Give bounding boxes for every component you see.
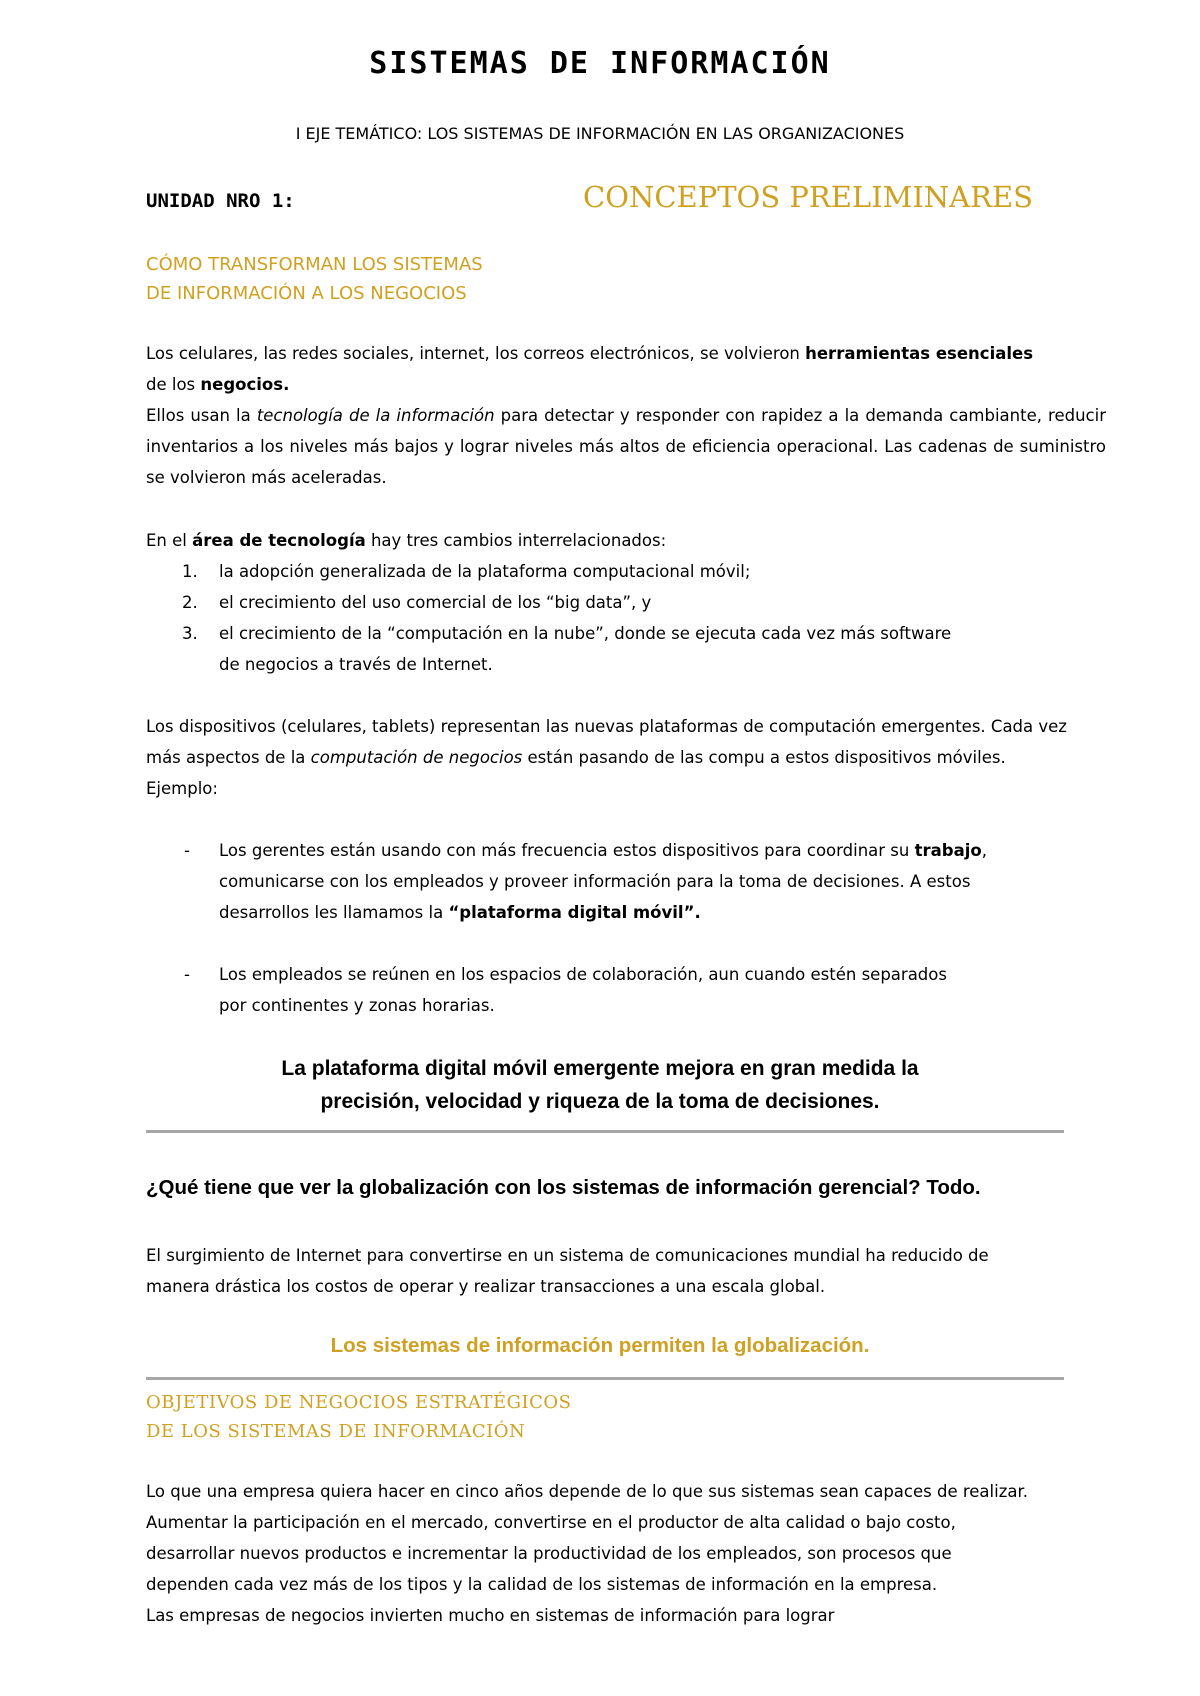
bold-text: área de tecnología	[192, 531, 366, 550]
section-heading-line: DE LOS SISTEMAS DE INFORMACIÓN	[146, 1421, 526, 1442]
bullet-dash: -	[184, 965, 190, 984]
bold-text: negocios	[200, 375, 284, 394]
section-heading	[146, 1388, 572, 1446]
text-line: Ejemplo:	[146, 779, 218, 798]
text-span: Ellos usan la	[146, 406, 257, 425]
text-line: comunicarse con los empleados y proveer información para la toma de decisiones. A estos	[219, 872, 971, 891]
section-question: ¿Qué tiene que ver la globalización con los sistemas de información gerencial? Todo.	[146, 1176, 981, 1199]
text-line: El surgimiento de Internet para convertirse en un sistema de comunicaciones mundial ha reducido de	[146, 1246, 989, 1265]
text-span: .	[283, 375, 290, 394]
text-span: para detectar y responder con rapidez a la demanda cambiante, reducir inventarios a los niveles más bajos y lograr niveles más altos de eficiencia operacional. Las cadenas de suministro se volvieron más aceleradas.	[146, 406, 1107, 487]
text-span: hay tres cambios interrelacionados:	[365, 531, 667, 550]
text-line: desarrollar nuevos productos e incrementar la productividad de los empleados, son procesos que	[146, 1544, 952, 1563]
paragraph	[146, 525, 1106, 556]
unit-title: CONCEPTOS PRELIMINARES	[583, 180, 1033, 214]
text-span: de los	[146, 375, 201, 394]
list-text: de negocios a través de Internet.	[219, 655, 493, 674]
callout	[0, 1052, 1200, 1118]
thematic-axis: I EJE TEMÁTICO: LOS SISTEMAS DE INFORMACIÓN EN LAS ORGANIZACIONES	[295, 124, 905, 143]
text-line: dependen cada vez más de los tipos y la calidad de los sistemas de información en la empresa.	[146, 1575, 938, 1594]
gold-callout: Los sistemas de información permiten la globalización.	[330, 1334, 870, 1357]
section-heading-line: CÓMO TRANSFORMAN LOS SISTEMAS	[146, 254, 483, 275]
bold-text: “plataforma digital móvil”	[448, 903, 695, 922]
text-line: Los dispositivos (celulares, tablets) representan las nuevas plataformas de computación emergentes. Cada vez	[146, 717, 1067, 736]
divider	[146, 1377, 1064, 1380]
callout-line: precisión, velocidad y riqueza de la toma de decisiones.	[320, 1090, 880, 1113]
paragraph	[146, 1240, 1146, 1302]
italic-text: tecnología de la información	[256, 406, 495, 425]
bold-text: trabajo	[914, 841, 982, 860]
section-heading	[146, 250, 483, 308]
bullet-text	[219, 959, 1169, 1021]
unit-label: UNIDAD NRO 1:	[146, 190, 295, 212]
text-span: desarrollos les llamamos la	[219, 903, 449, 922]
list-number: 2.	[182, 593, 198, 612]
text-line: Lo que una empresa quiera hacer en cinco años depende de lo que sus sistemas sean capaces de realizar.	[146, 1482, 1028, 1501]
section-heading-line: DE INFORMACIÓN A LOS NEGOCIOS	[146, 283, 467, 304]
text-line: por continentes y zonas horarias.	[219, 996, 495, 1015]
text-line: Las empresas de negocios invierten mucho en sistemas de información para lograr	[146, 1606, 835, 1625]
text-line: Aumentar la participación en el mercado, convertirse en el productor de alta calidad o bajo costo,	[146, 1513, 956, 1532]
text-span: ,	[981, 841, 987, 860]
list-number: 1.	[182, 562, 198, 581]
paragraph	[146, 711, 1146, 804]
callout-line: La plataforma digital móvil emergente mejora en gran medida la	[281, 1057, 919, 1080]
bold-text: herramientas esenciales	[805, 344, 1034, 363]
text-line: Los empleados se reúnen en los espacios de colaboración, aun cuando estén separados	[219, 965, 947, 984]
text-span: Los celulares, las redes sociales, internet, los correos electrónicos, se volvieron	[146, 344, 806, 363]
document-title: SISTEMAS DE INFORMACIÓN	[369, 46, 831, 81]
paragraph	[146, 400, 1106, 493]
text-span: .	[694, 903, 701, 922]
divider	[146, 1130, 1064, 1133]
text-span: Los gerentes están usando con más frecuencia estos dispositivos para coordinar su	[219, 841, 915, 860]
list-number: 3.	[182, 624, 198, 643]
paragraph	[146, 338, 1106, 400]
bullet-dash: -	[184, 841, 190, 860]
text-line: manera drástica los costos de operar y realizar transacciones a una escala global.	[146, 1277, 826, 1296]
text-span: En el	[146, 531, 193, 550]
italic-text: computación de negocios	[310, 748, 523, 767]
section-heading-line: OBJETIVOS DE NEGOCIOS ESTRATÉGICOS	[146, 1392, 572, 1413]
list-text: el crecimiento del uso comercial de los “big data”, y	[219, 593, 652, 612]
list-text: el crecimiento de la “computación en la nube”, donde se ejecuta cada vez más software	[219, 624, 952, 643]
list-text: la adopción generalizada de la plataforma computacional móvil;	[219, 562, 751, 581]
text-span: más aspectos de la	[146, 748, 311, 767]
paragraph	[146, 1476, 1156, 1631]
bullet-text	[219, 835, 1169, 928]
text-span: están pasando de las compu a estos dispositivos móviles.	[522, 748, 1006, 767]
